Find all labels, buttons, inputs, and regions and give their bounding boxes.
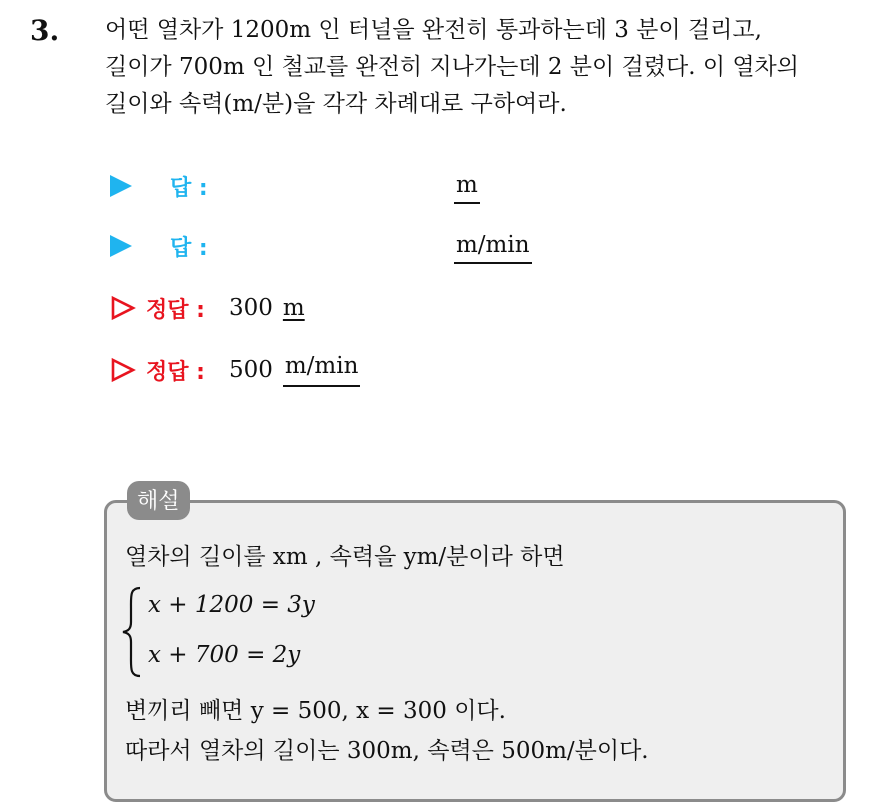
question-line: 길이가 700m 인 철교를 완전히 지나가는데 2 분이 걸렸다. 이 열차의 <box>105 54 799 80</box>
play-triangle-icon <box>110 175 132 197</box>
answer-label: 답 : <box>170 175 208 201</box>
correct-answer-label: 정답 : <box>146 297 205 323</box>
answer-blank-row <box>110 166 208 206</box>
question-line: 어떤 열차가 1200m 인 터널을 완전히 통과하는데 3 분이 걸리고, <box>105 17 762 43</box>
curly-brace-icon <box>120 586 146 678</box>
equation-2: x + 700 = 2y <box>148 642 301 668</box>
correct-answer-row <box>110 350 360 390</box>
correct-answer-row <box>110 288 305 328</box>
answer-input-m[interactable]: m <box>454 172 480 204</box>
question-text <box>105 12 865 123</box>
correct-answer-value: 300 <box>228 295 273 321</box>
outline-triangle-icon <box>110 295 136 321</box>
explanation-tag: 해설 <box>127 481 190 520</box>
answer-label: 답 : <box>170 235 208 261</box>
explanation-intro: 열차의 길이를 xm , 속력을 ym/분이라 하면 <box>125 544 565 570</box>
question-number: 3. <box>30 14 60 47</box>
explanation-line-4: 따라서 열차의 길이는 300m, 속력은 500m/분이다. <box>125 738 649 764</box>
answer-input-mmin[interactable]: m/min <box>454 232 532 264</box>
correct-answer-value: 500 <box>228 357 273 383</box>
answer-blank-row <box>110 226 208 266</box>
play-triangle-icon <box>110 235 132 257</box>
question-line: 길이와 속력(m/분)을 각각 차례대로 구하여라. <box>105 91 567 117</box>
correct-answer-unit: m <box>282 295 305 321</box>
correct-answer-label: 정답 : <box>146 359 205 385</box>
explanation-line-3: 변끼리 빼면 y = 500, x = 300 이다. <box>125 698 506 724</box>
outline-triangle-icon <box>110 357 136 383</box>
correct-answer-unit: m/min <box>283 353 361 387</box>
equation-1: x + 1200 = 3y <box>148 592 315 618</box>
